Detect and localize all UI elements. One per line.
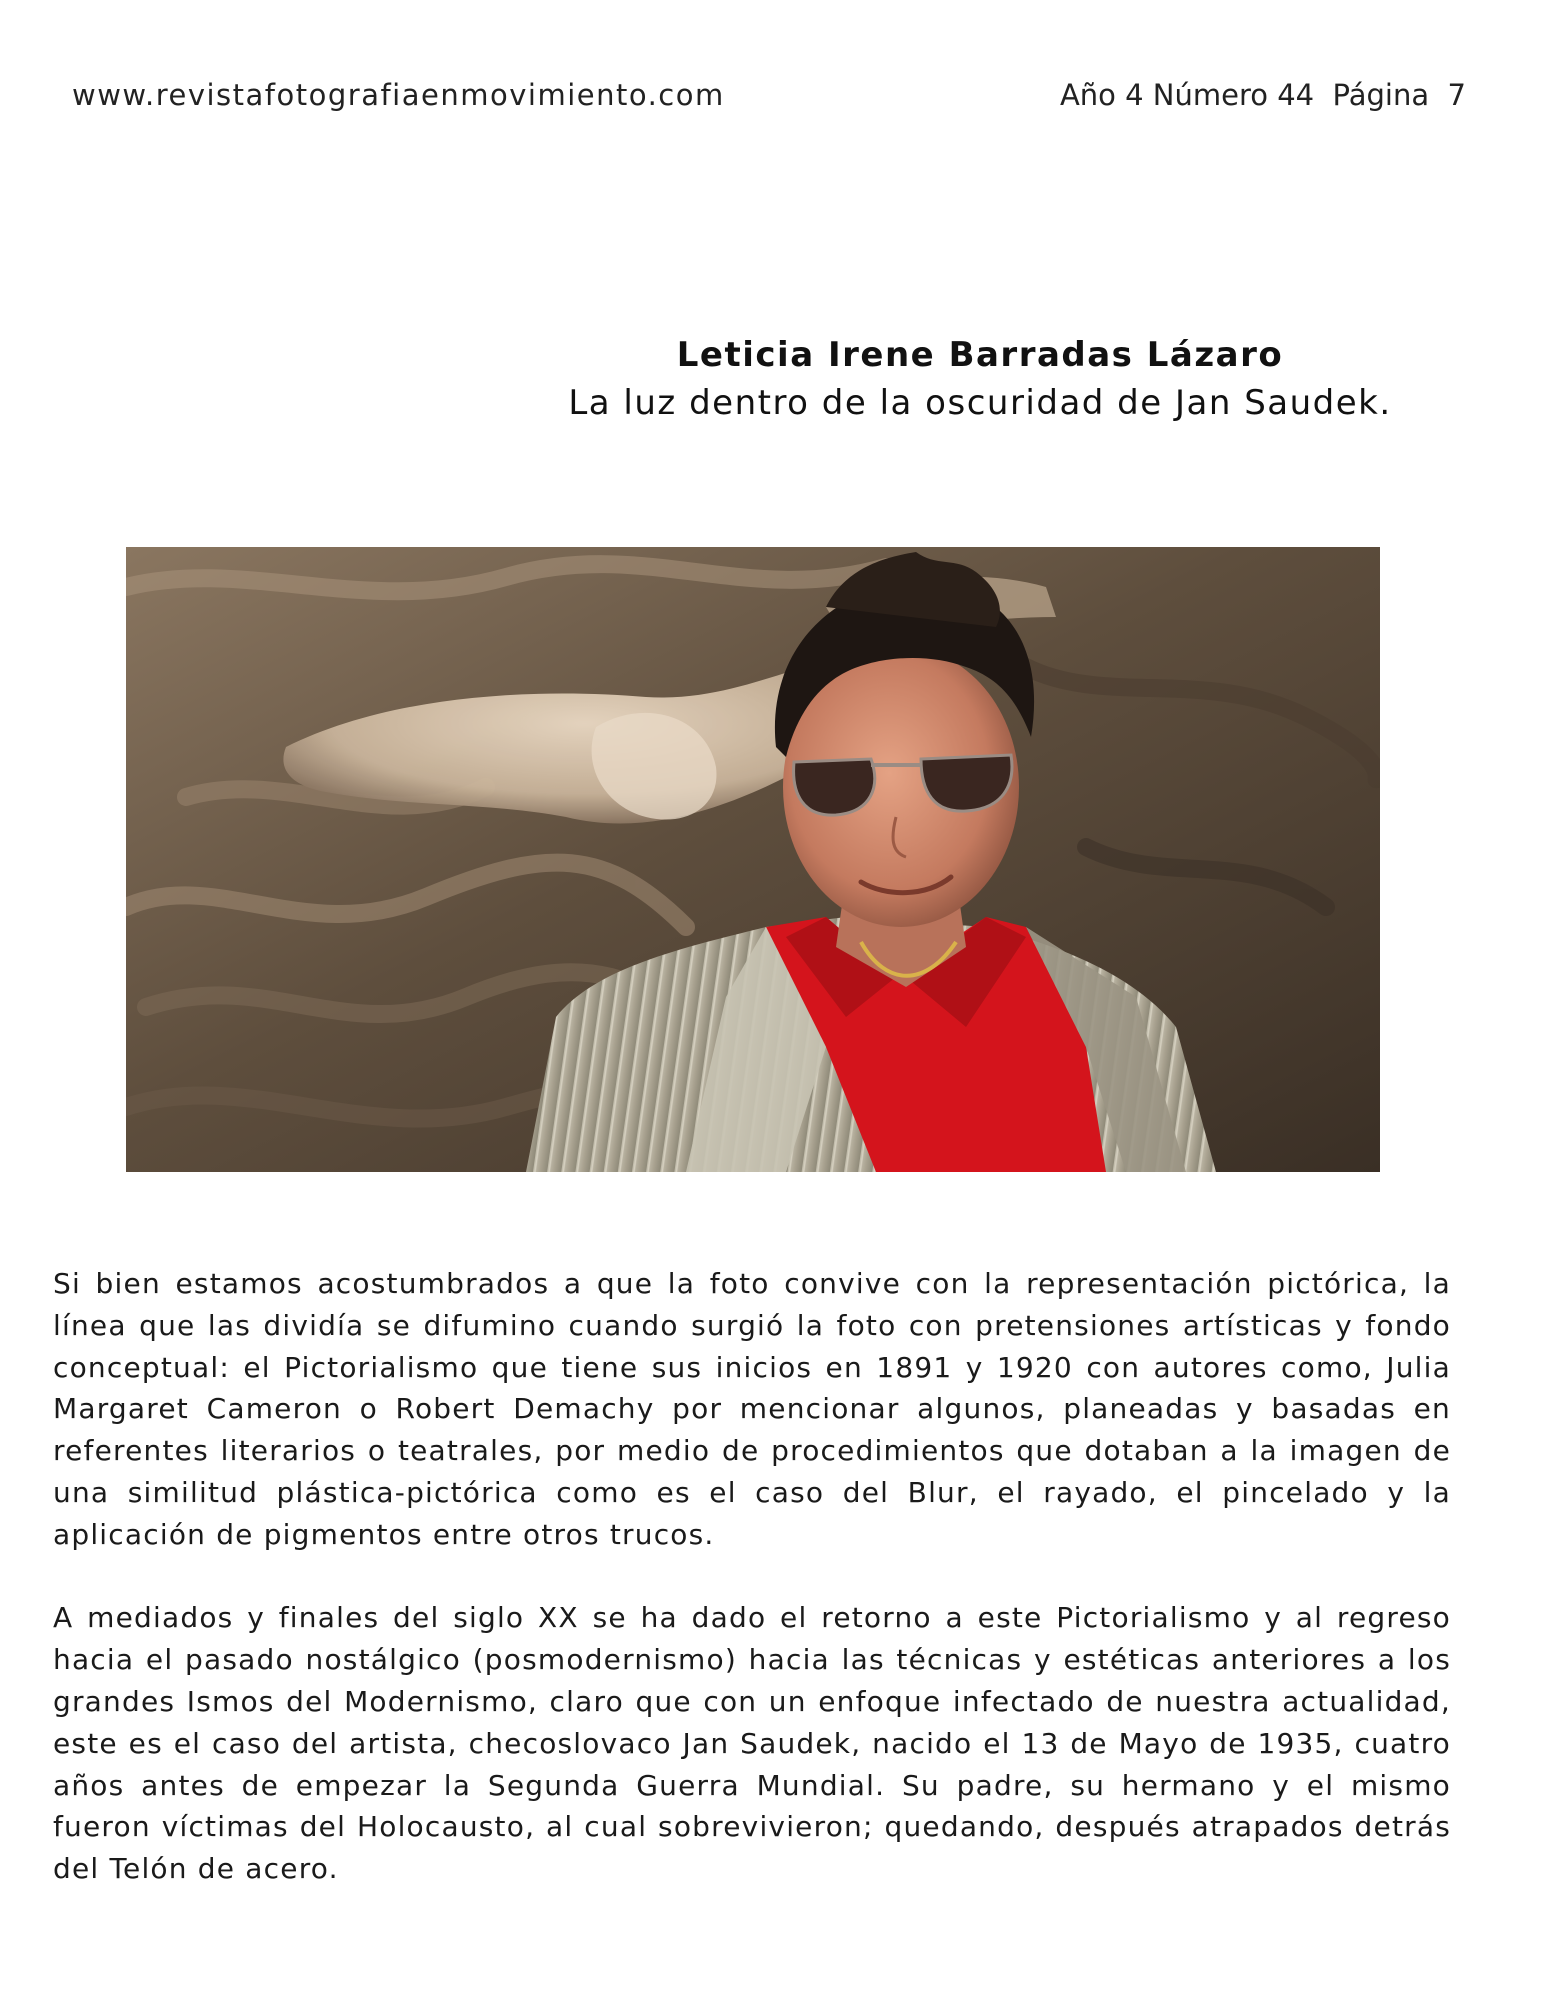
article-title-block <box>540 332 1420 428</box>
article-paragraph-1: Si bien estamos acostumbrados a que la foto convive con la representación pictórica, la línea que las dividía se difumino cuando surgió la foto con pretensiones artísticas y fondo conceptual: el Pictorialismo que tiene sus inicios en 1891 y 1920 con autores como, Julia Margaret Cameron o Robert Demachy por mencionar algunos, planeadas y basadas en referentes literarios o teatrales, por medio de procedimientos que dotaban a la imagen de una similitud plástica-pictórica como es el caso del Blur, el rayado, el pincelado y la aplicación de pigmentos entre otros trucos. <box>53 1267 1451 1551</box>
article-author: Leticia Irene Barradas Lázaro <box>676 335 1284 375</box>
article-photo <box>126 547 1380 1172</box>
issue-page-info: Año 4 Número 44 Página 7 <box>1059 78 1466 112</box>
article-body <box>53 1263 1451 1932</box>
article-paragraph-2: A mediados y finales del siglo XX se ha dado el retorno a este Pictorialismo y al regreso hacia el pasado nostálgico (posmodernismo) hacia las técnicas y estéticas anteriores a los grandes Ismos del Modernismo, claro que con un enfoque infectado de nuestra actualidad, este es el caso del artista, checoslovaco Jan Saudek, nacido el 13 de Mayo de 1935, cuatro años antes de empezar la Segunda Guerra Mundial. Su padre, su hermano y el mismo fueron víctimas del Holocausto, al cual sobrevivieron; quedando, después atrapados detrás del Telón de acero. <box>53 1601 1451 1886</box>
article-title: La luz dentro de la oscuridad de Jan Saudek. <box>568 383 1392 423</box>
portrait-photo-illustration <box>126 547 1380 1172</box>
website-url[interactable]: www.revistafotografiaenmovimiento.com <box>72 78 725 112</box>
